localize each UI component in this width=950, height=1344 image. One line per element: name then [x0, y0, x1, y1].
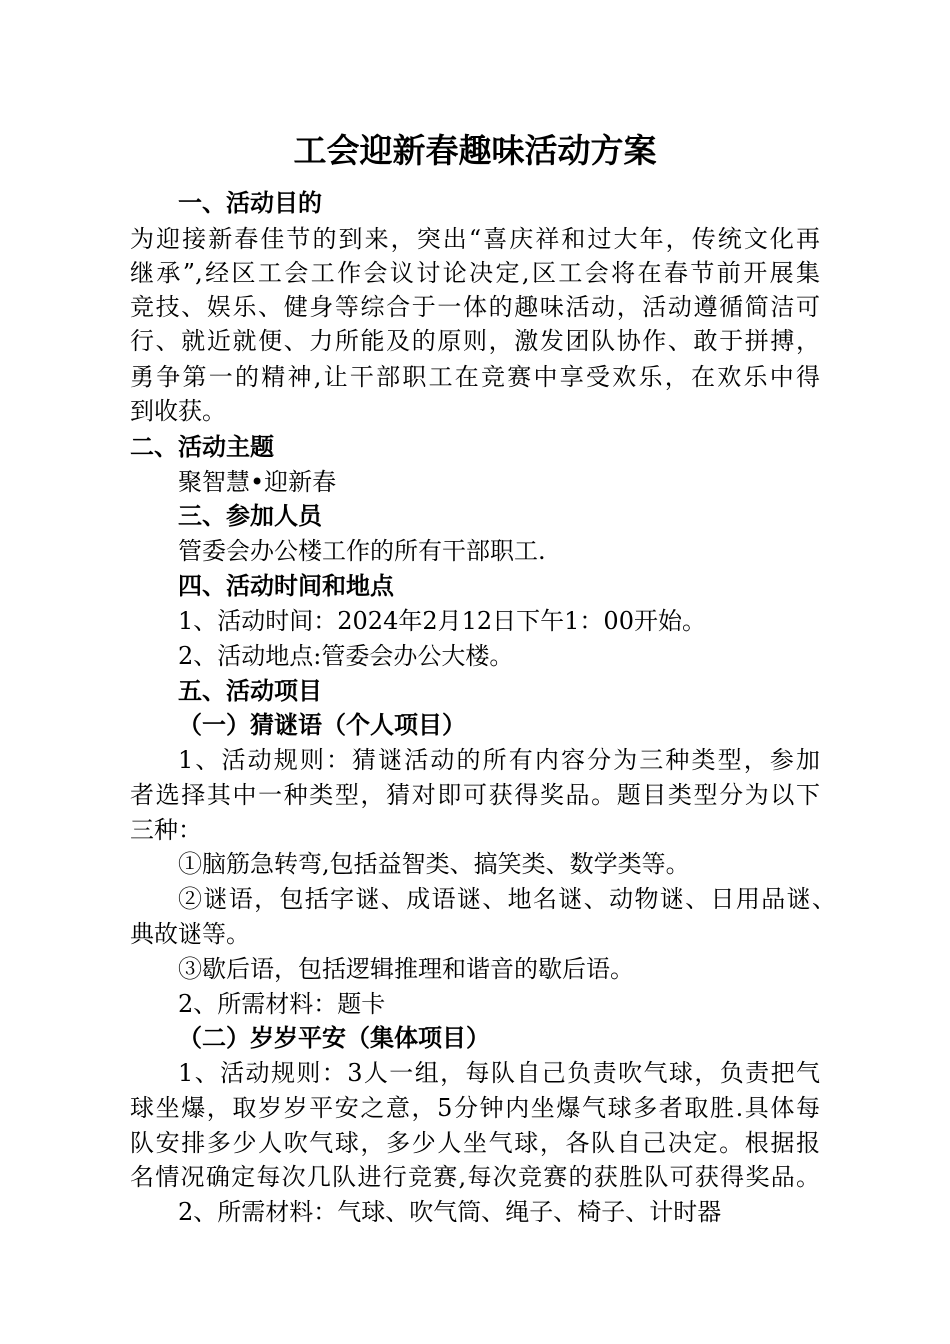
paragraph-line: 三种：	[130, 816, 202, 844]
paragraph-line: 到收获。	[130, 397, 226, 425]
list-item: ③歇后语，包括逻辑推理和谐音的歇后语。	[178, 955, 634, 983]
paragraph-line: 继承”,经区工会工作会议讨论决定,区工会将在春节前开展集	[130, 259, 820, 287]
section-heading-time-place: 四、活动时间和地点	[178, 572, 394, 600]
paragraph-line: 1、活动规则：猜谜活动的所有内容分为三种类型，参加	[178, 746, 820, 774]
activity-time: 1、活动时间：2024年2月12日下午1：00开始。	[178, 607, 706, 635]
paragraph-line: 勇争第一的精神,让干部职工在竞赛中享受欢乐，在欢乐中得	[130, 363, 820, 391]
section-heading-purpose: 一、活动目的	[178, 189, 322, 217]
paragraph-line: 球坐爆，取岁岁平安之意，5分钟内坐爆气球多者取胜.具体每	[130, 1094, 820, 1122]
paragraph-line: 为迎接新春佳节的到来，突出“喜庆祥和过大年，传统文化再	[130, 225, 820, 253]
section-heading-participants: 三、参加人员	[178, 502, 322, 530]
materials-line: 2、所需材料：气球、吹气筒、绳子、椅子、计时器	[178, 1198, 722, 1226]
activity-place: 2、活动地点:管委会办公大楼。	[178, 642, 514, 670]
subsection-balloons: （二）岁岁平安（集体项目）	[178, 1024, 490, 1052]
section-heading-theme: 二、活动主题	[130, 433, 274, 461]
subsection-riddles: （一）猜谜语（个人项目）	[178, 711, 466, 739]
paragraph-line: 者选择其中一种类型，猜对即可获得奖品。题目类型分为以下	[130, 781, 820, 809]
paragraph-line: 队安排多少人吹气球，多少人坐气球，各队自己决定。根据报	[130, 1129, 820, 1157]
participants-text: 管委会办公楼工作的所有干部职工.	[178, 537, 546, 565]
list-item-continuation: 典故谜等。	[130, 920, 250, 948]
paragraph-line: 名情况确定每次几队进行竞赛,每次竞赛的获胜队可获得奖品。	[130, 1163, 820, 1191]
paragraph-line: 竞技、娱乐、健身等综合于一体的趣味活动，活动遵循简洁可	[130, 293, 820, 321]
paragraph-line: 行、就近就便、力所能及的原则，激发团队协作、敢于拼搏，	[130, 327, 820, 355]
section-heading-items: 五、活动项目	[178, 677, 322, 705]
list-item: ①脑筋急转弯,包括益智类、搞笑类、数学类等。	[178, 850, 690, 878]
theme-text: 聚智慧•迎新春	[178, 468, 337, 496]
paragraph-line: 1、活动规则：3人一组，每队自己负责吹气球，负责把气	[178, 1059, 820, 1087]
list-item: ②谜语，包括字谜、成语谜、地名谜、动物谜、日用品谜、	[178, 885, 836, 913]
document-title: 工会迎新春趣味活动方案	[293, 131, 657, 170]
materials-line: 2、所需材料：题卡	[178, 990, 386, 1018]
